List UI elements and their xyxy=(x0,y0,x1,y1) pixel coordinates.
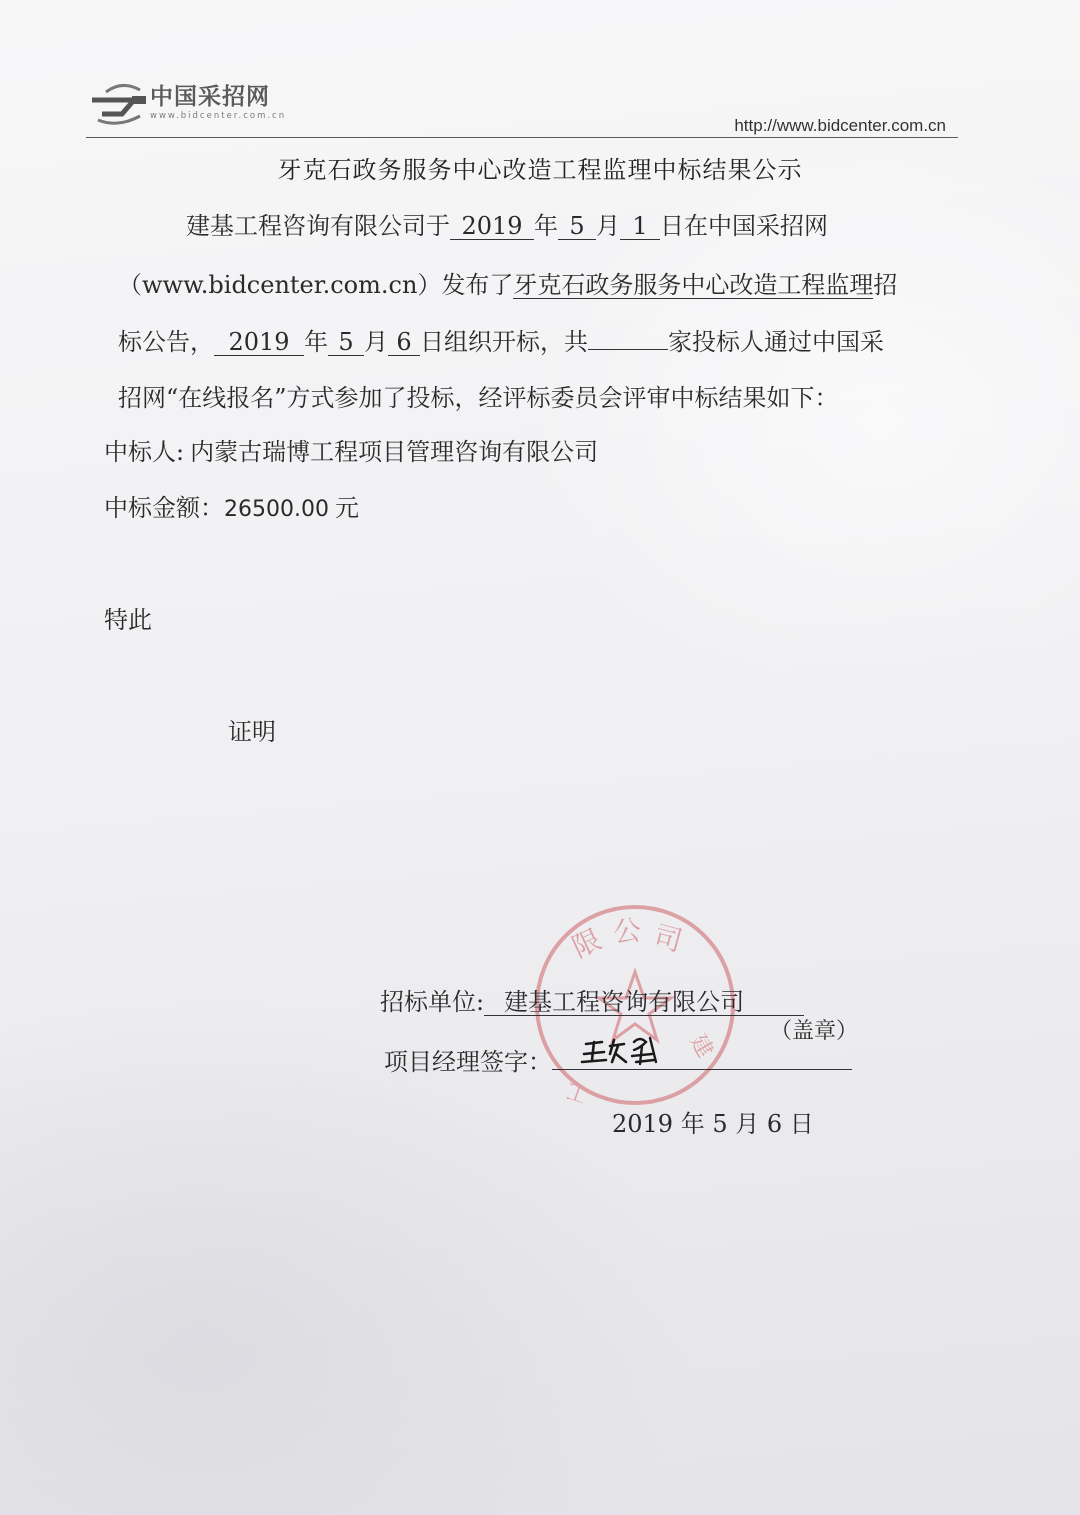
logo-subtext: www.bidcenter.com.cn xyxy=(150,111,287,121)
line-3-start: 标公告， xyxy=(118,328,214,356)
publish-year: 2019 xyxy=(450,214,534,240)
year-char: 年 xyxy=(534,212,558,240)
header-divider xyxy=(86,137,958,138)
open-year: 2019 xyxy=(214,330,304,356)
open-day: 6 xyxy=(388,330,420,356)
bidcenter-logo xyxy=(88,78,298,126)
document-title: 牙克石政务服务中心改造工程监理中标结果公示 xyxy=(277,156,803,184)
winner-name: 内蒙古瑞博工程项目管理咨询有限公司 xyxy=(190,438,599,466)
svg-text:公: 公 xyxy=(611,913,643,949)
paragraph-line-3 xyxy=(118,322,884,357)
paragraph-line-4: 招网“在线报名”方式参加了投标，经评标委员会评审中标结果如下： xyxy=(118,384,839,412)
header-url: http://www.bidcenter.com.cn xyxy=(734,116,946,135)
document-date: 2019 年 5 月 6 日 xyxy=(612,1110,814,1138)
amount-line xyxy=(104,488,359,523)
winner-line xyxy=(104,432,598,467)
seal-note: （盖章） xyxy=(770,1019,859,1044)
publish-day: 1 xyxy=(620,214,660,240)
month-char-2: 月 xyxy=(364,328,388,356)
tender-unit-name: 建基工程咨询有限公司 xyxy=(484,990,804,1016)
line-2-end: 招 xyxy=(873,271,898,299)
line-3-mid: 日组织开标，共 xyxy=(420,328,588,356)
line-3-end: 家投标人通过中国采 xyxy=(668,328,884,356)
svg-text:工: 工 xyxy=(562,1076,593,1108)
svg-text:司: 司 xyxy=(650,918,686,959)
publish-month: 5 xyxy=(558,214,596,240)
project-name: 牙克石政务服务中心改造工程监理 xyxy=(513,271,874,299)
website-text: （www.bidcenter.com.cn）发布了 xyxy=(118,271,514,299)
month-char: 月 xyxy=(596,212,620,240)
tender-unit-label: 招标单位: xyxy=(380,988,485,1016)
tender-unit-line xyxy=(380,982,804,1017)
open-month: 5 xyxy=(328,330,364,356)
closing-zhengming: 证明 xyxy=(228,718,276,746)
amount-unit: 元 xyxy=(334,494,359,522)
amount-label: 中标金额： xyxy=(104,494,224,522)
closing-tebi: 特此 xyxy=(104,606,152,634)
bidder-count-blank xyxy=(588,329,668,350)
logo-text: 中国采招网 xyxy=(150,84,270,110)
manager-sign-label: 项目经理签字： xyxy=(384,1048,552,1076)
winner-label: 中标人: xyxy=(104,438,185,466)
paragraph-line-2 xyxy=(118,265,897,300)
logo-swoosh-icon xyxy=(88,78,150,126)
publish-rest: 日在中国采招网 xyxy=(660,212,828,240)
year-char-2: 年 xyxy=(304,328,328,356)
manager-signature xyxy=(580,1032,690,1072)
paragraph-line-1 xyxy=(186,206,828,241)
svg-text:限: 限 xyxy=(567,922,607,965)
amount-value: 26500.00 xyxy=(224,497,329,522)
svg-text:建: 建 xyxy=(684,1030,718,1063)
publisher-org: 建基工程咨询有限公司于 xyxy=(186,212,450,240)
